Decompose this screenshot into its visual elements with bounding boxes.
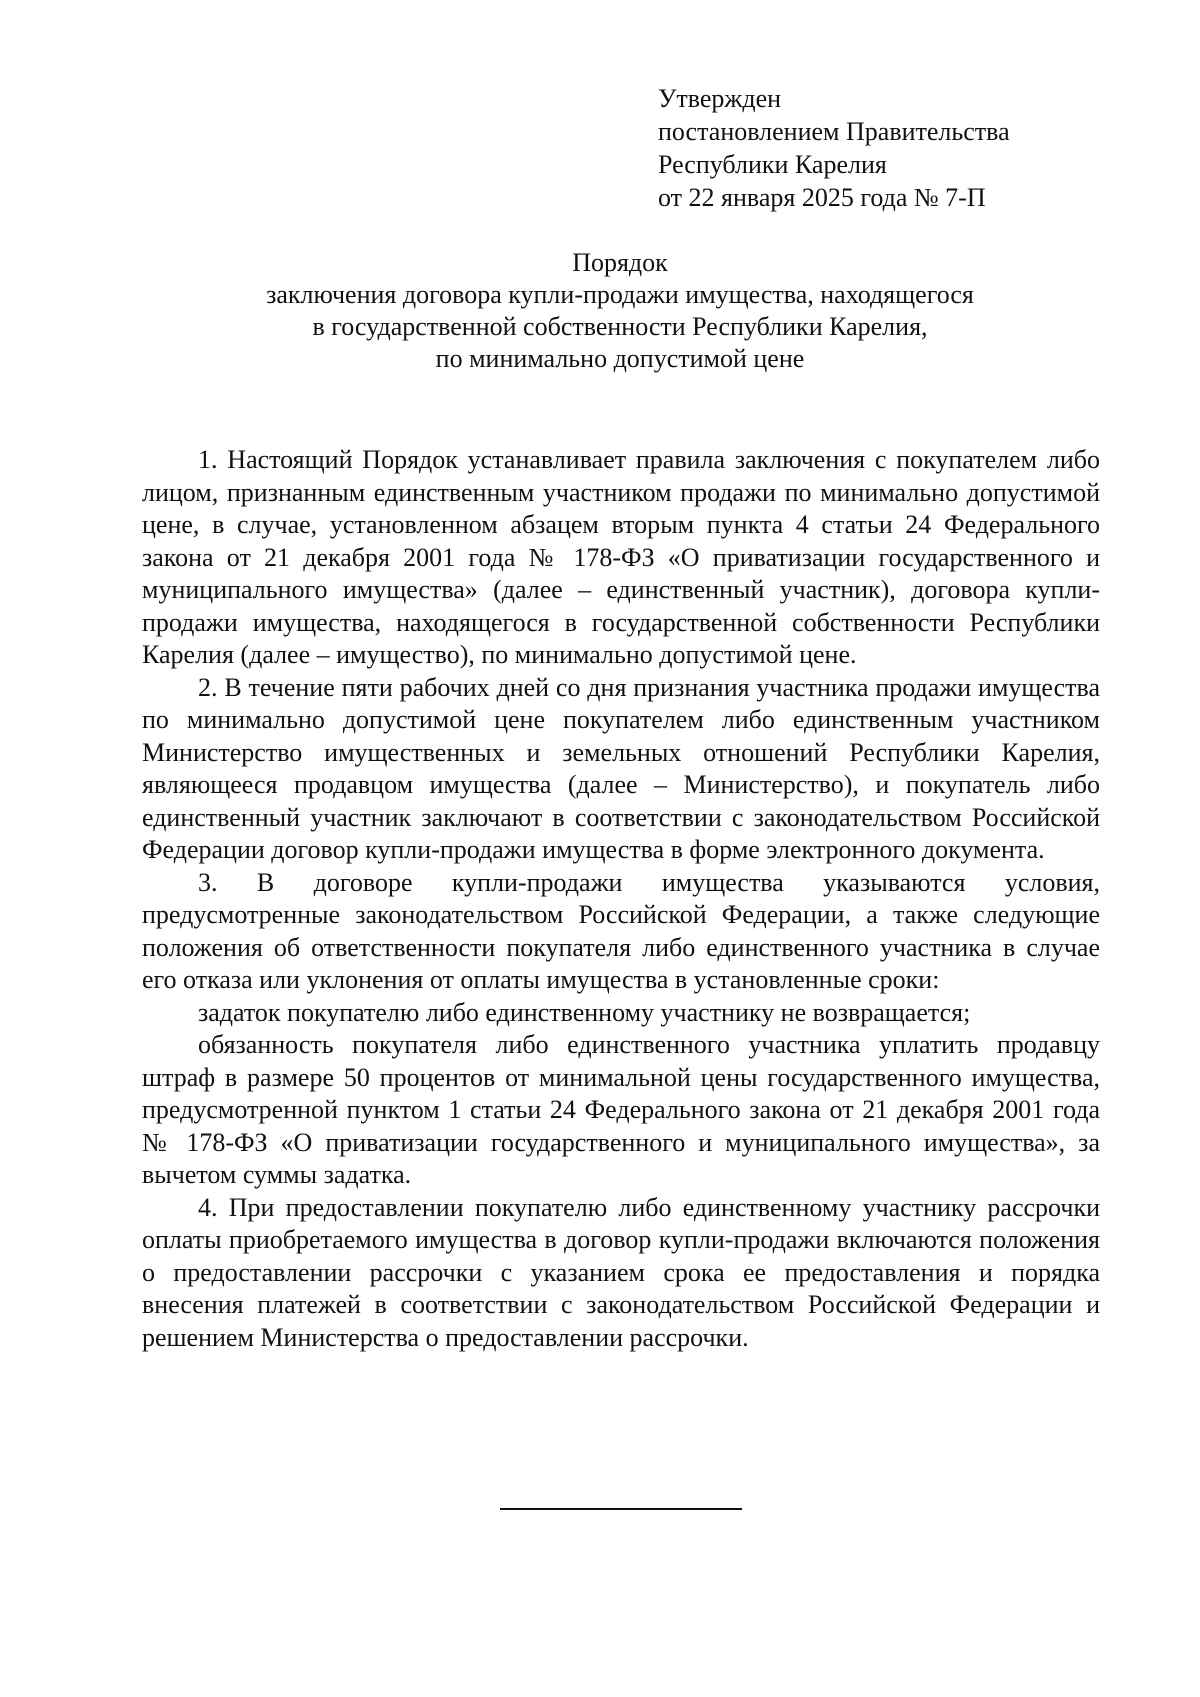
approval-line: Утвержден	[658, 84, 782, 113]
paragraph-3-item-1: задаток покупателю либо единственному участнику не возвращается;	[198, 997, 971, 1027]
title-subheading-line: по минимально допустимой цене	[435, 344, 805, 373]
title-heading: Порядок	[572, 248, 668, 277]
approval-date-number: от 22 января 2025 года № 7-П	[658, 183, 986, 212]
paragraph-1: 1. Настоящий Порядок устанавливает правила заключения с покупателем либо лицом, признанным единственным участником продажи по минимально допустимой цене, в случае, установленном абзацем вторым пункта 4 статьи 24 Федерального закона от 21 декабря 2001 года № 178-ФЗ «О приватизации государственного и муниципального имущества» (далее – единственный участник), договора купли-продажи имущества, находящегося в государственной собственности Республики Карелия (далее – имущество), по минимально допустимой цене.	[142, 445, 1100, 669]
closing-divider-line	[500, 1508, 742, 1510]
document-title	[140, 247, 1100, 375]
approval-block	[658, 82, 1138, 214]
paragraph-2: 2. В течение пяти рабочих дней со дня признания участника продажи имущества по минимально допустимой цене покупателем либо единственным участником Министерство имущественных и земельных отношений Республики Карелия, являющееся продавцом имущества (далее – Министерство), и покупатель либо единственный участник заключают в соответствии с законодательством Российской Федерации договор купли-продажи имущества в форме электронного документа.	[142, 672, 1100, 864]
approval-line: постановлением Правительства	[658, 117, 1010, 146]
title-subheading-line: заключения договора купли-продажи имущества, находящегося	[266, 280, 974, 309]
document-body	[142, 444, 1100, 1354]
paragraph-4: 4. При предоставлении покупателю либо единственному участнику рассрочки оплаты приобретаемого имущества в договор купли-продажи включаются положения о предоставлении рассрочки с указанием срока ее предоставления и порядка внесения платежей в соответствии с законодательством Российской Федерации и решением Министерства о предоставлении рассрочки.	[142, 1192, 1100, 1352]
paragraph-3-item-2: обязанность покупателя либо единственного участника уплатить продавцу штраф в размере 50 процентов от минимальной цены государственного имущества, предусмотренной пунктом 1 статьи 24 Федерального закона от 21 декабря 2001 года № 178-ФЗ «О приватизации государственного и муниципального имущества», за вычетом суммы задатка.	[142, 1030, 1100, 1189]
approval-line: Республики Карелия	[658, 150, 887, 179]
title-subheading-line: в государственной собственности Республики Карелия,	[312, 312, 928, 341]
paragraph-3: 3. В договоре купли-продажи имущества указываются условия, предусмотренные законодательством Российской Федерации, а также следующие положения об ответственности покупателя либо единственного участника в случае его отказа или уклонения от оплаты имущества в установленные сроки:	[142, 867, 1100, 994]
